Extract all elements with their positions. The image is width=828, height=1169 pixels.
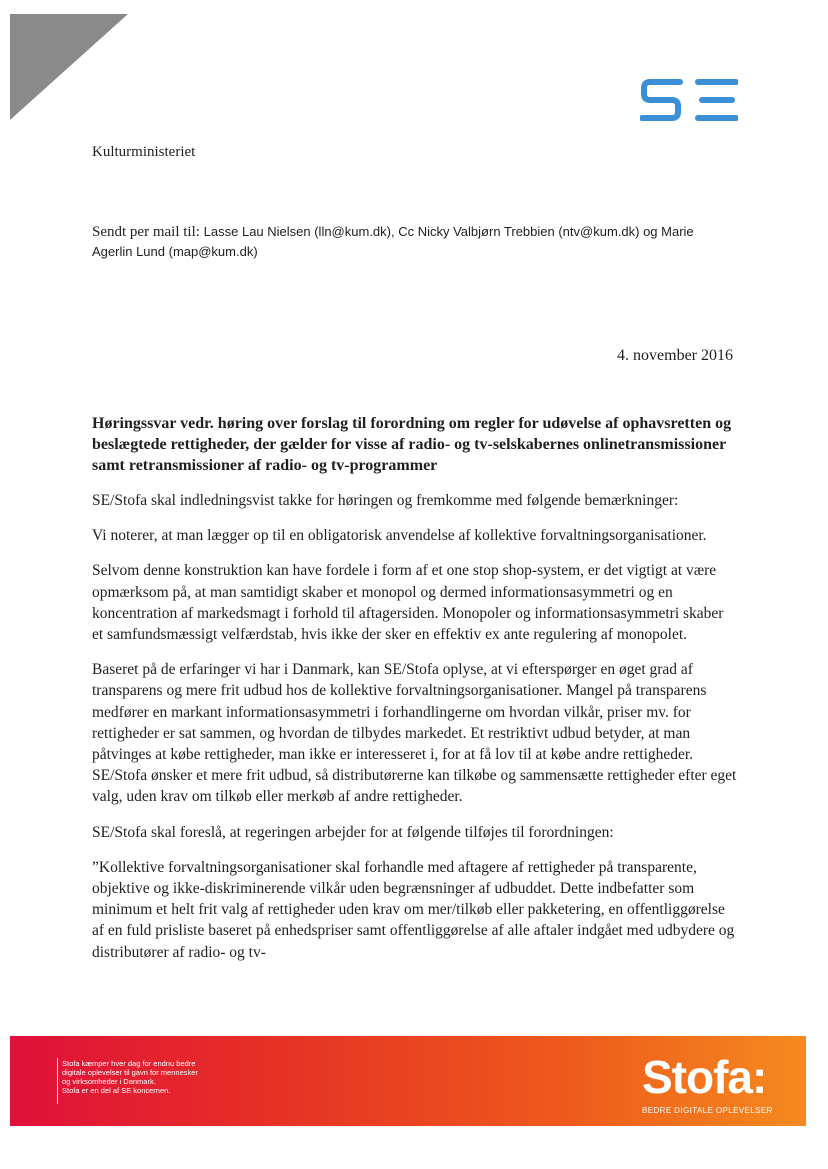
sent-by-mail (92, 222, 732, 262)
letter-body (92, 413, 738, 977)
page-corner-fold (0, 0, 140, 130)
recipient: Kulturministeriet (92, 144, 196, 160)
paragraph: Baseret på de erfaringer vi har i Danmark, kan SE/Stofa oplyse, at vi efterspørger en øget grad af transparens og mere frit udbud hos de kollektive forvaltningsorganisationer. Mangel på transparens medfører en markant informationsasymmetri i forhandlingerne om hvordan vilkår, priser mv. for rettigheder er sat sammen, og hvordan de tilbydes markedet. Et restriktivt udbud betyder, at man påtvinges at købe rettigheder, man ikke er interesseret i, for at få lov til at købe andre rettigheder. SE/Stofa ønsker et mere frit udbud, så distributørerne kan tilkøbe og sammensætte rettigheder efter eget valg, uden krav om tilkøb eller merkøb af andre rettigheder. (92, 661, 737, 806)
letter-heading: Høringssvar vedr. høring over forslag til forordning om regler for udøvelse af ophavsretten og beslægtede rettigheder, der gælder for visse af radio- og tv-selskabernes onlinetransmissioner samt retransmissioner af radio- og tv-programmer (92, 415, 732, 474)
stofa-tagline: BEDRE DIGITALE OPLEVELSER (642, 1106, 773, 1115)
footer-statement (62, 1059, 322, 1095)
sent-label: Sendt per mail til: (92, 224, 200, 240)
stofa-footer-banner (10, 1036, 806, 1126)
stofa-logo (642, 1052, 766, 1102)
se-logo-icon (640, 76, 738, 124)
sent-details: Lasse Lau Nielsen (lln@kum.dk), Cc Nicky Valbjørn Trebbien (ntv@kum.dk) og Marie Agerlin Lund (map@kum.dk) (92, 224, 694, 259)
stofa-logo-text: Stofa (642, 1051, 752, 1103)
paragraph: Vi noterer, at man lægger op til en obligatorisk anvendelse af kollektive forvaltningsorganisationer. (92, 527, 707, 545)
paragraph: SE/Stofa skal indledningsvist takke for høringen og fremkomme med følgende bemærkninger: (92, 492, 679, 509)
footer-line: digitale oplevelser til gavn for mennesker (62, 1068, 198, 1077)
paragraph: ”Kollektive forvaltningsorganisationer skal forhandle med aftagere af rettigheder på transparente, objektive og ikke-diskriminerende vilkår uden begrænsninger af udbuddet. Dette indbefatter som minimum et helt frit valg af rettigheder uden krav om mer/tilkøb eller pakketering, en offentliggørelse af en fuld prisliste baseret på enhedspriser samt offentliggørelse af alle aftaler indgået med udbydere og distributører af radio- og tv- (92, 858, 735, 961)
footer-line: Stofa kæmper hver dag for endnu bedre (62, 1059, 196, 1068)
footer-line: og virksomheder i Danmark. (62, 1077, 156, 1086)
stofa-logo-colon: : (752, 1051, 767, 1103)
footer-line: Stofa er en del af SE koncernen. (62, 1086, 171, 1095)
letter-date: 4. november 2016 (617, 347, 733, 364)
paragraph: Selvom denne konstruktion kan have fordele i form af et one stop shop-system, er det vigtigt at være opmærksom på, at man samtidigt skaber et monopol og dermed informationsasymmetri og en koncentration af markedsmagt i forhold til aftagersiden. Monopoler og informationsasymmetri skaber et samfundsmæssigt velfærdstab, hvis ikke der sker en effektiv ex ante regulering af monopolet. (92, 562, 724, 644)
paragraph: SE/Stofa skal foreslå, at regeringen arbejder for at følgende tilføjes til forordningen: (92, 823, 614, 841)
footer-divider (57, 1058, 58, 1104)
